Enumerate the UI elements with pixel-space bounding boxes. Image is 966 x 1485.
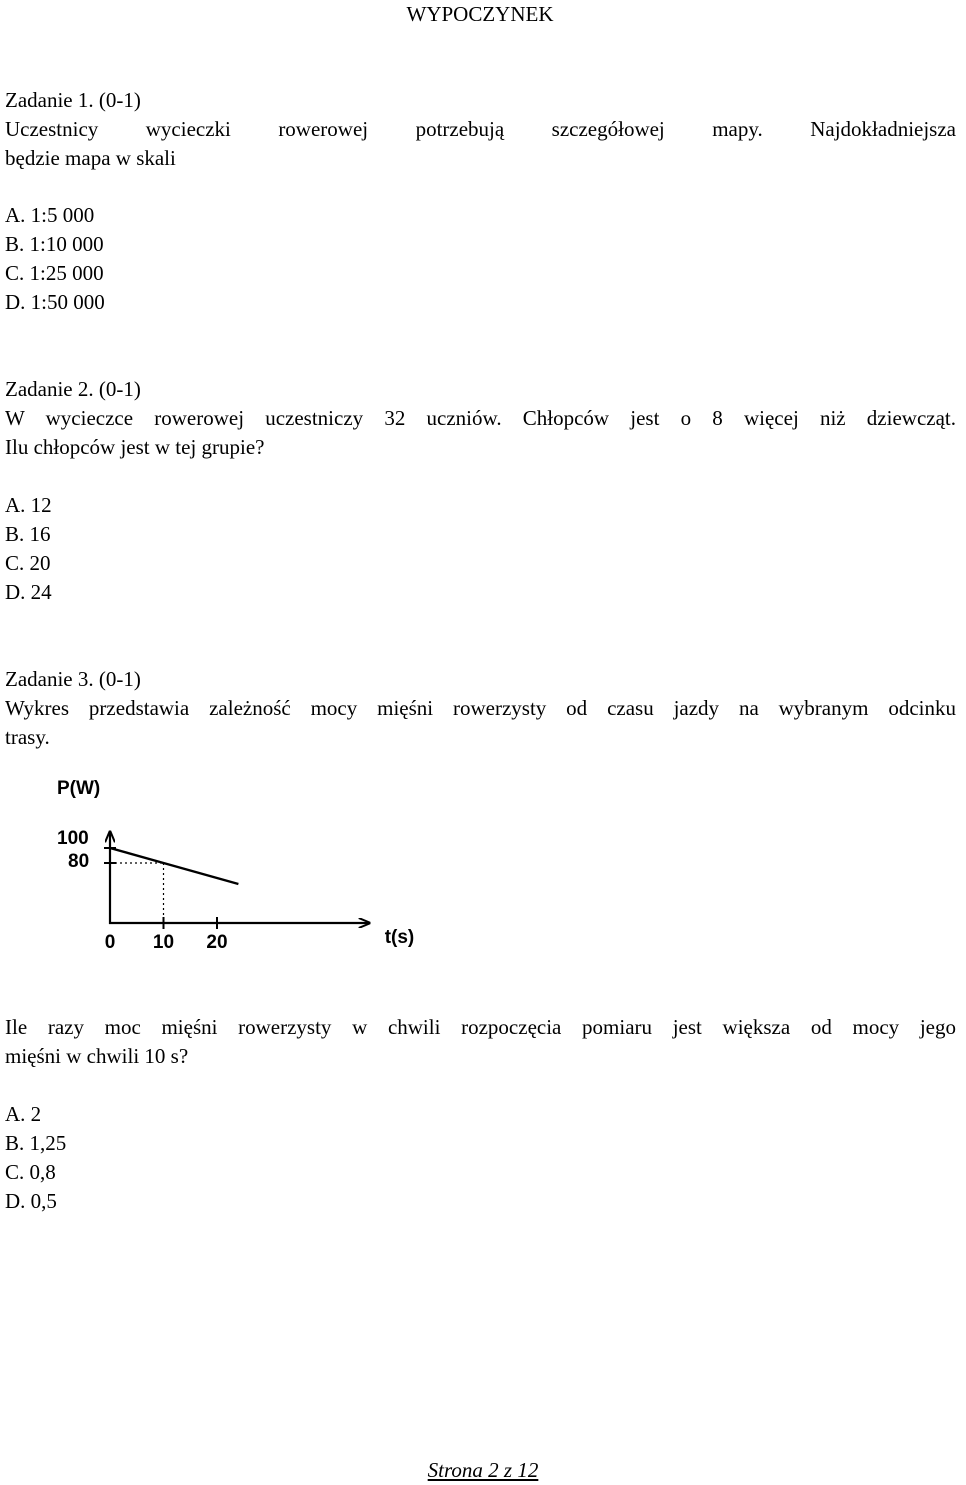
task-3-option-b: B. 1,25 [5,1131,67,1155]
task-2-option-c: C. 20 [5,551,51,575]
power-time-chart [55,770,415,965]
task-1-option-a: A. 1:5 000 [5,203,95,227]
task-2-heading: Zadanie 2. (0-1) [5,377,141,401]
y-tick-label: 100 [57,828,89,849]
task-2-question-line-1: W wycieczce rowerowej uczestniczy 32 uczniów. Chłopców jest o 8 więcej niż dziewcząt. [5,406,956,430]
x-axis-label: t(s) [384,927,415,948]
chart-svg [55,770,415,965]
task-3-option-c: C. 0,8 [5,1160,56,1184]
y-tick-label: 80 [68,851,90,872]
task-1-question-line-2: będzie mapa w skali [5,146,176,170]
task-1-option-c: C. 1:25 000 [5,261,104,285]
task-2-option-b: B. 16 [5,522,51,546]
task-2-option-a: A. 12 [5,493,52,517]
task-3-option-a: A. 2 [5,1102,42,1126]
y-axis-label: P(W) [57,778,101,799]
x-tick-label: 20 [206,932,228,953]
task-2-question-line-2: Ilu chłopców jest w tej grupie? [5,435,265,459]
task-1-question-line-1: Uczestnicy wycieczki rowerowej potrzebują szczegółowej mapy. Najdokładniejsza [5,117,956,141]
power-line-series-0 [110,848,238,884]
task-3-heading: Zadanie 3. (0-1) [5,667,141,691]
page-footer: Strona 2 z 12 [427,1458,539,1482]
task-3-question-line-2: trasy. [5,725,50,749]
document-title: WYPOCZYNEK [406,2,554,26]
x-tick-label: 0 [104,932,116,953]
task-3-question-line-1: Wykres przedstawia zależność mocy mięśni rowerzysty od czasu jazdy na wybranym odcinku [5,696,956,720]
task-3-option-d: D. 0,5 [5,1189,57,1213]
x-tick-label: 10 [152,932,175,953]
task-2-option-d: D. 24 [5,580,52,604]
task-1-option-d: D. 1:50 000 [5,290,105,314]
task-1-option-b: B. 1:10 000 [5,232,104,256]
task-1-heading: Zadanie 1. (0-1) [5,88,141,112]
task-3-question2-line-2: mięśni w chwili 10 s? [5,1044,189,1068]
task-3-question2-line-1: Ile razy moc mięśni rowerzysty w chwili rozpoczęcia pomiaru jest większa od mocy jego [5,1015,956,1039]
